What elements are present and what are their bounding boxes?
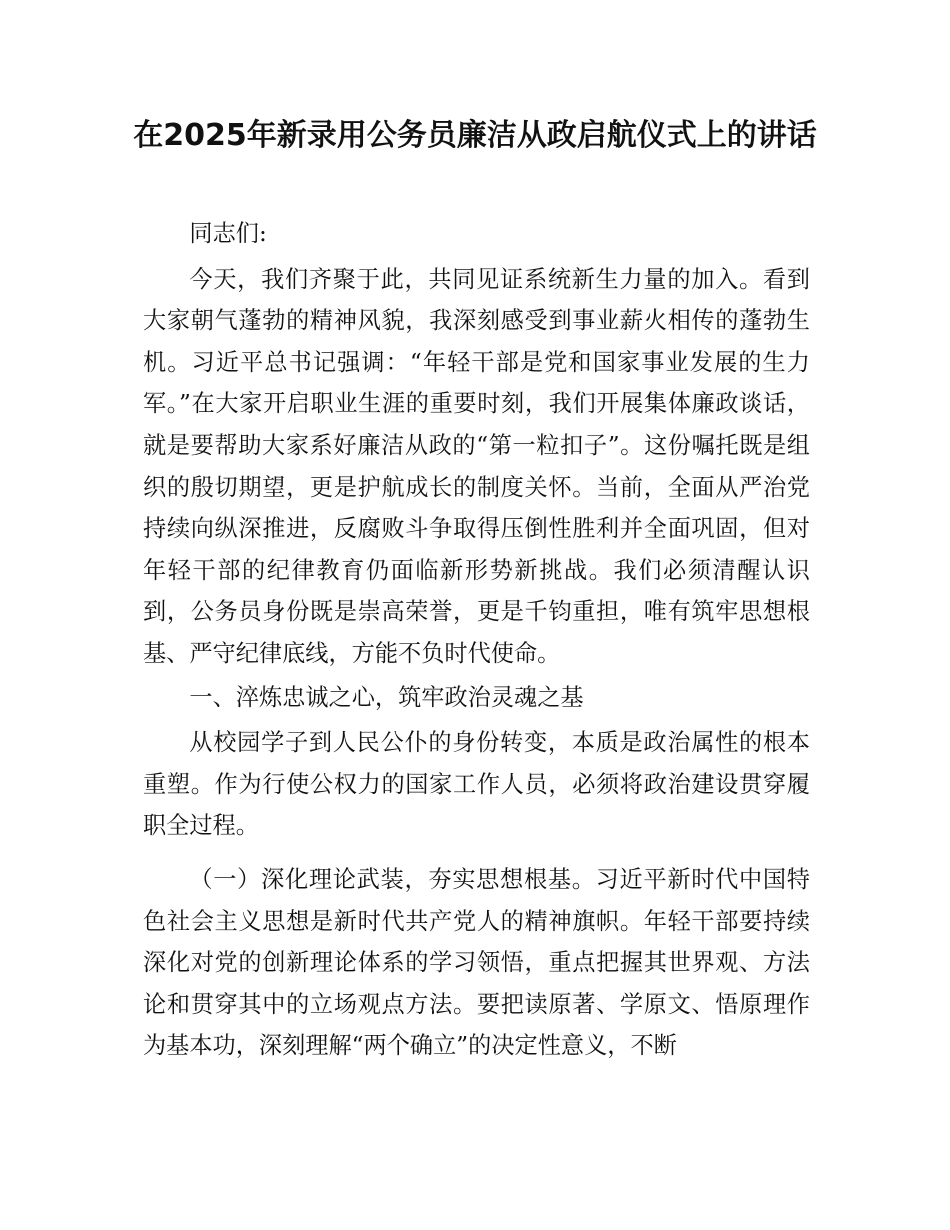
document-title: 在2025年新录用公务员廉洁从政启航仪式上的讲话 bbox=[133, 118, 817, 153]
section-1-paragraph: 从校园学子到人民公仆的身份转变，本质是政治属性的根本重塑。作为行使公权力的国家工作人员，必须将政治建设贯穿履职全过程。 bbox=[143, 729, 810, 840]
intro-paragraph: 今天，我们齐聚于此，共同见证系统新生力量的加入。看到大家朝气蓬勃的精神风貌，我深刻感受到事业薪火相传的蓬勃生机。习近平总书记强调：“年轻干部是党和国家事业发展的生力军。”在大家开启职业生涯的重要时刻，我们开展集体廉政谈话，就是要帮助大家系好廉洁从政的“第一粒扣子”。这份嘱托既是组织的殷切期望，更是护航成长的制度关怀。当前，全面从严治党持续向纵深推进，反腐败斗争取得压倒性胜利并全面巩固，但对年轻干部的纪律教育仍面临新形势新挑战。我们必须清醒认识到，公务员身份既是崇高荣誉，更是千钧重担，唯有筑牢思想根基、严守纪律底线，方能不负时代使命。 bbox=[143, 265, 810, 667]
document-body bbox=[143, 213, 810, 1067]
section-1-item-1-paragraph: （一）深化理论武装，夯实思想根基。习近平新时代中国特色社会主义思想是新时代共产党人的精神旗帜。年轻干部要持续深化对党的创新理论体系的学习领悟，重点把握其世界观、方法论和贯穿其中的立场观点方法。要把读原著、学原文、悟原理作为基本功，深刻理解“两个确立”的决定性意义，不断 bbox=[143, 865, 810, 1060]
salutation: 同志们: bbox=[189, 220, 267, 247]
section-heading-1: 一、淬炼忠诚之心，筑牢政治灵魂之基 bbox=[189, 683, 584, 711]
